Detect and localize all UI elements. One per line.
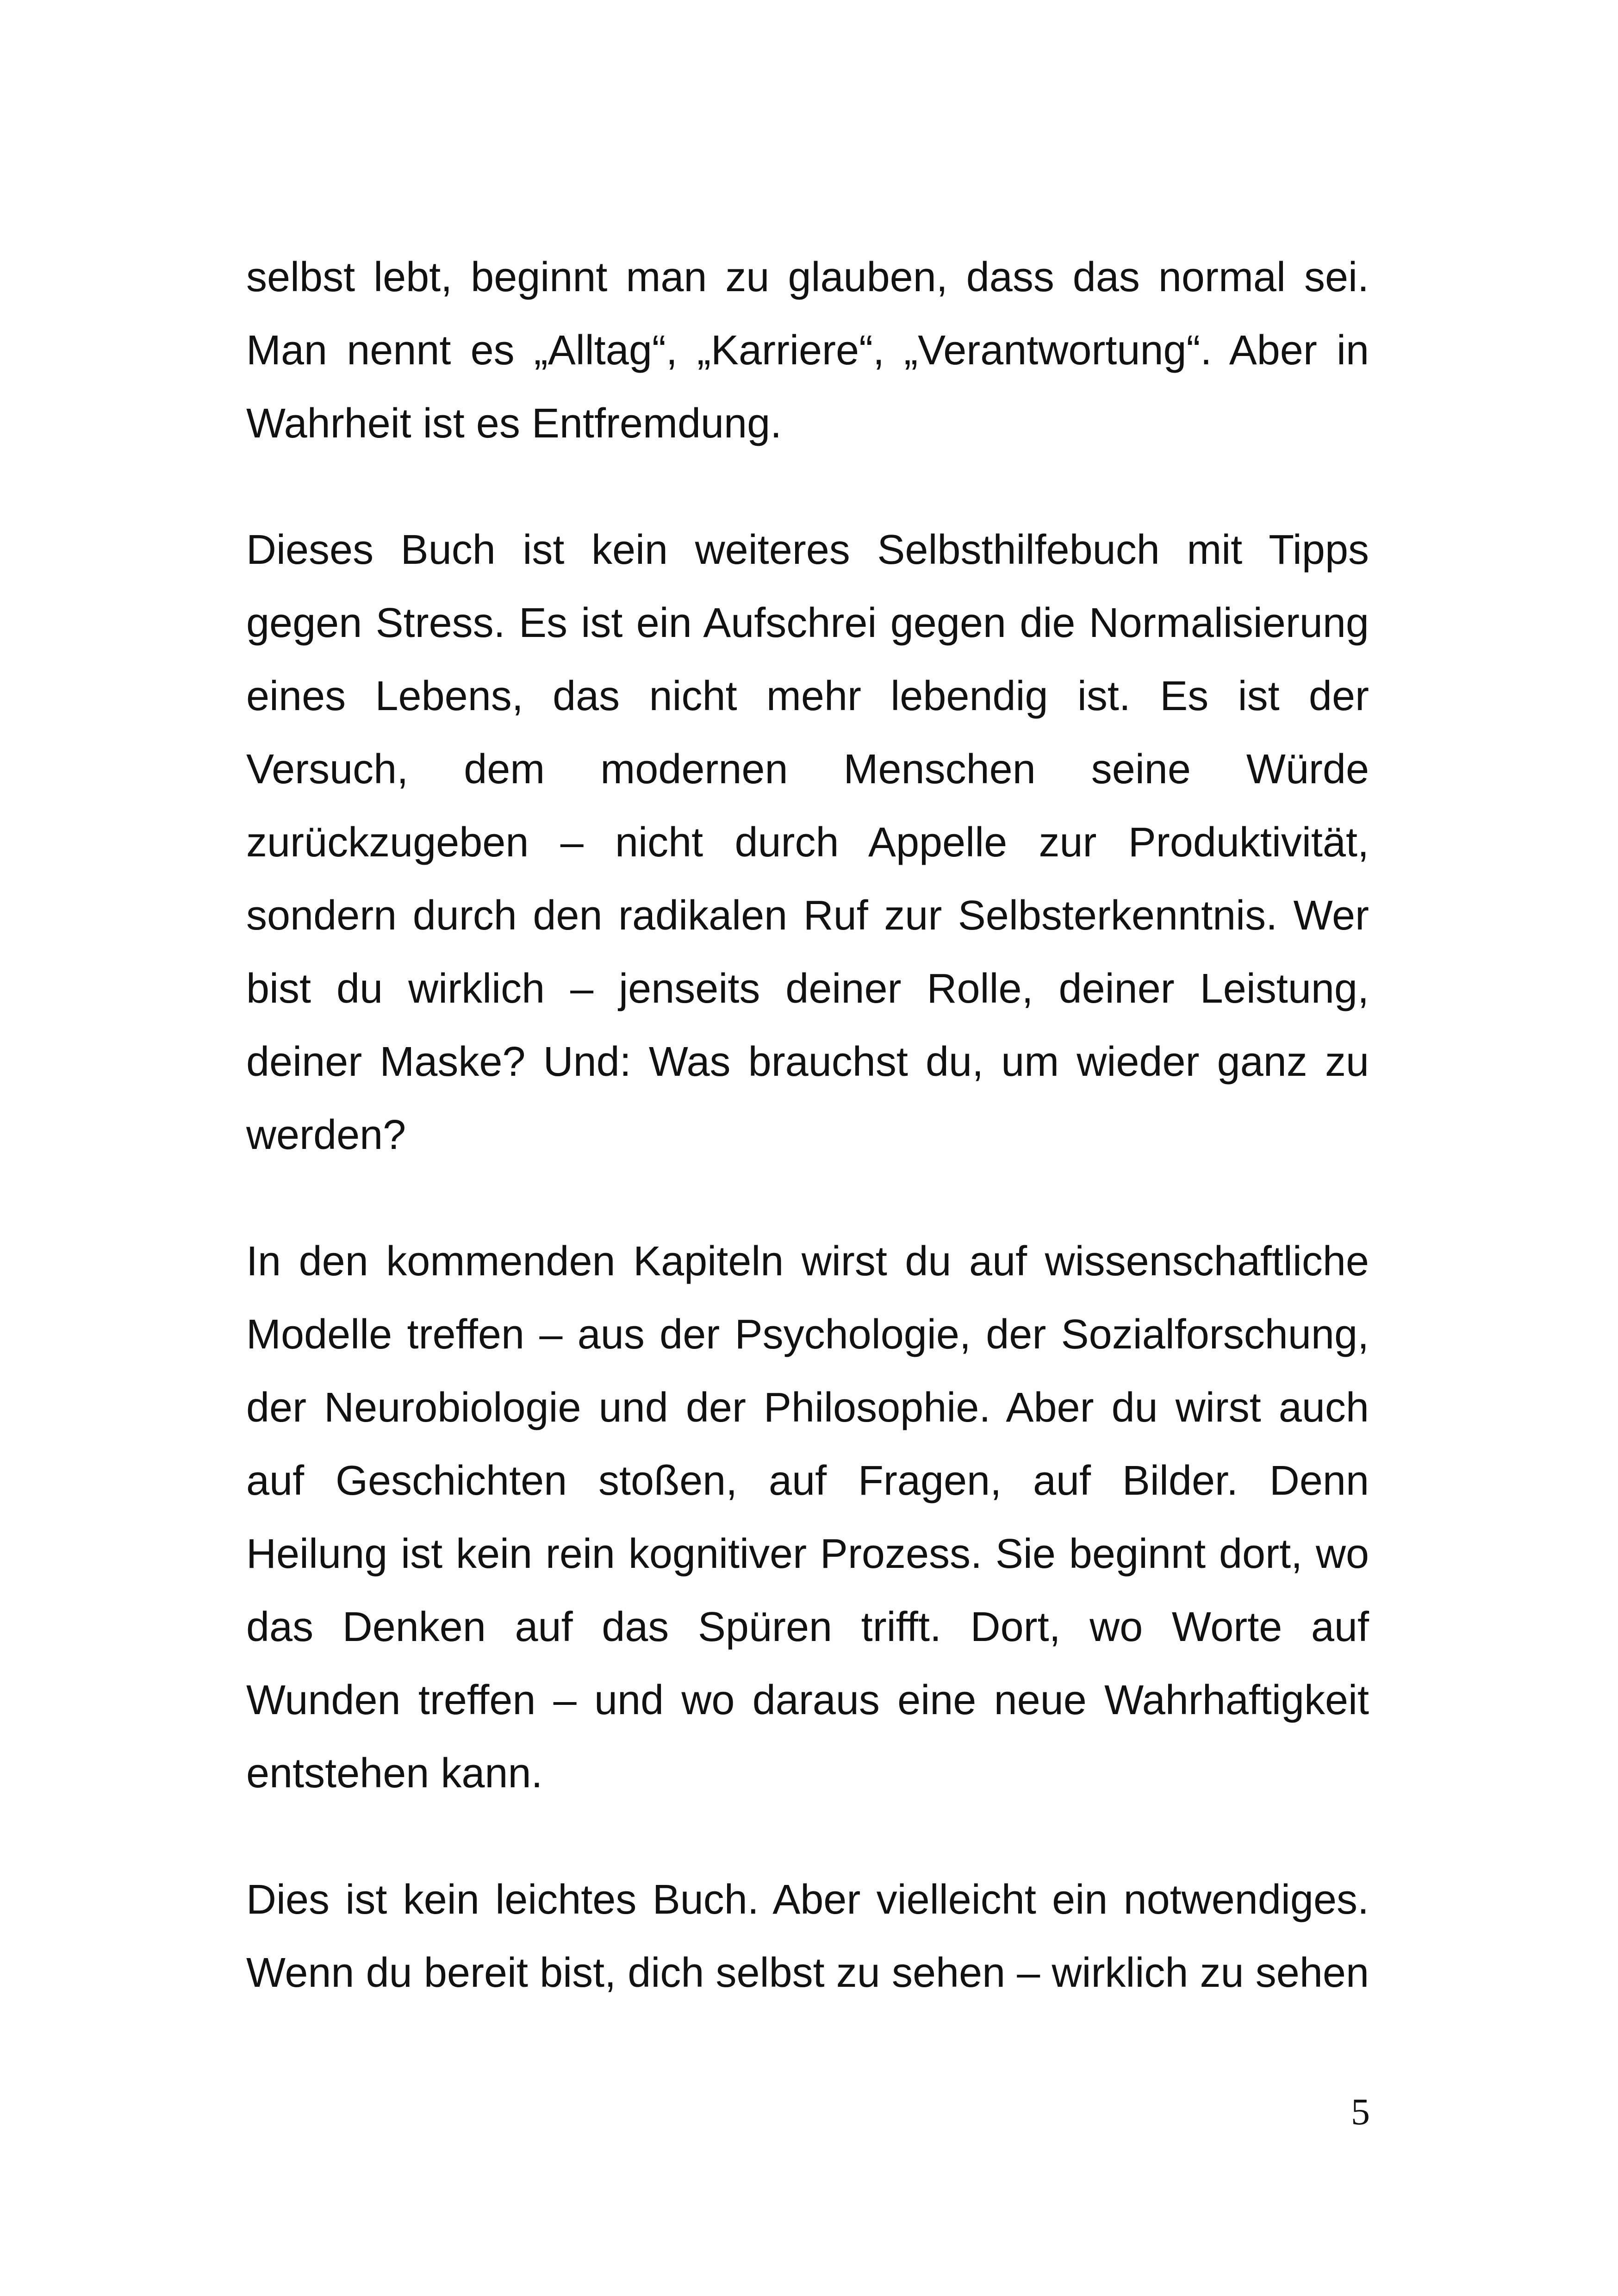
- paragraph-3: In den kommenden Kapiteln wirst du auf wissenschaftliche Modelle treffen – aus der Psychologie, der Sozialforschung, der Neurobiologie und der Philosophie. Aber du wirst auch auf Geschichten stoßen, auf Fragen, auf Bilder. Denn Heilung ist kein rein kognitiver Prozess. Sie beginnt dort, wo das Denken auf das Spüren trifft. Dort, wo Worte auf Wunden treffen – und wo daraus eine neue Wahrhaftigkeit entstehen kann.: [246, 1238, 1369, 1797]
- paragraph-2: Dieses Buch ist kein weiteres Selbsthilfebuch mit Tipps gegen Stress. Es ist ein Aufschrei gegen die Normalisierung eines Lebens, das nicht mehr lebendig ist. Es ist der Versuch, dem modernen Menschen seine Würde zurückzugeben – nicht durch Appelle zur Produktivität, sondern durch den radikalen Ruf zur Selbsterkenntnis. Wer bist du wirklich – jenseits deiner Rolle, deiner Leistung, deiner Maske? Und: Was brauchst du, um wieder ganz zu werden?: [246, 527, 1369, 1158]
- body-text: [246, 241, 1369, 2009]
- paragraph-1: selbst lebt, beginnt man zu glauben, dass das normal sei. Man nennt es „Alltag“, „Karriere“, „Verantwortung“. Aber in Wahrheit ist es Entfremdung.: [246, 254, 1369, 447]
- page-number: 5: [1351, 2090, 1370, 2133]
- paragraph-4: Dies ist kein leichtes Buch. Aber vielleicht ein notwendiges. Wenn du bereit bist, dich selbst zu sehen – wirklich zu sehen: [246, 1877, 1369, 1996]
